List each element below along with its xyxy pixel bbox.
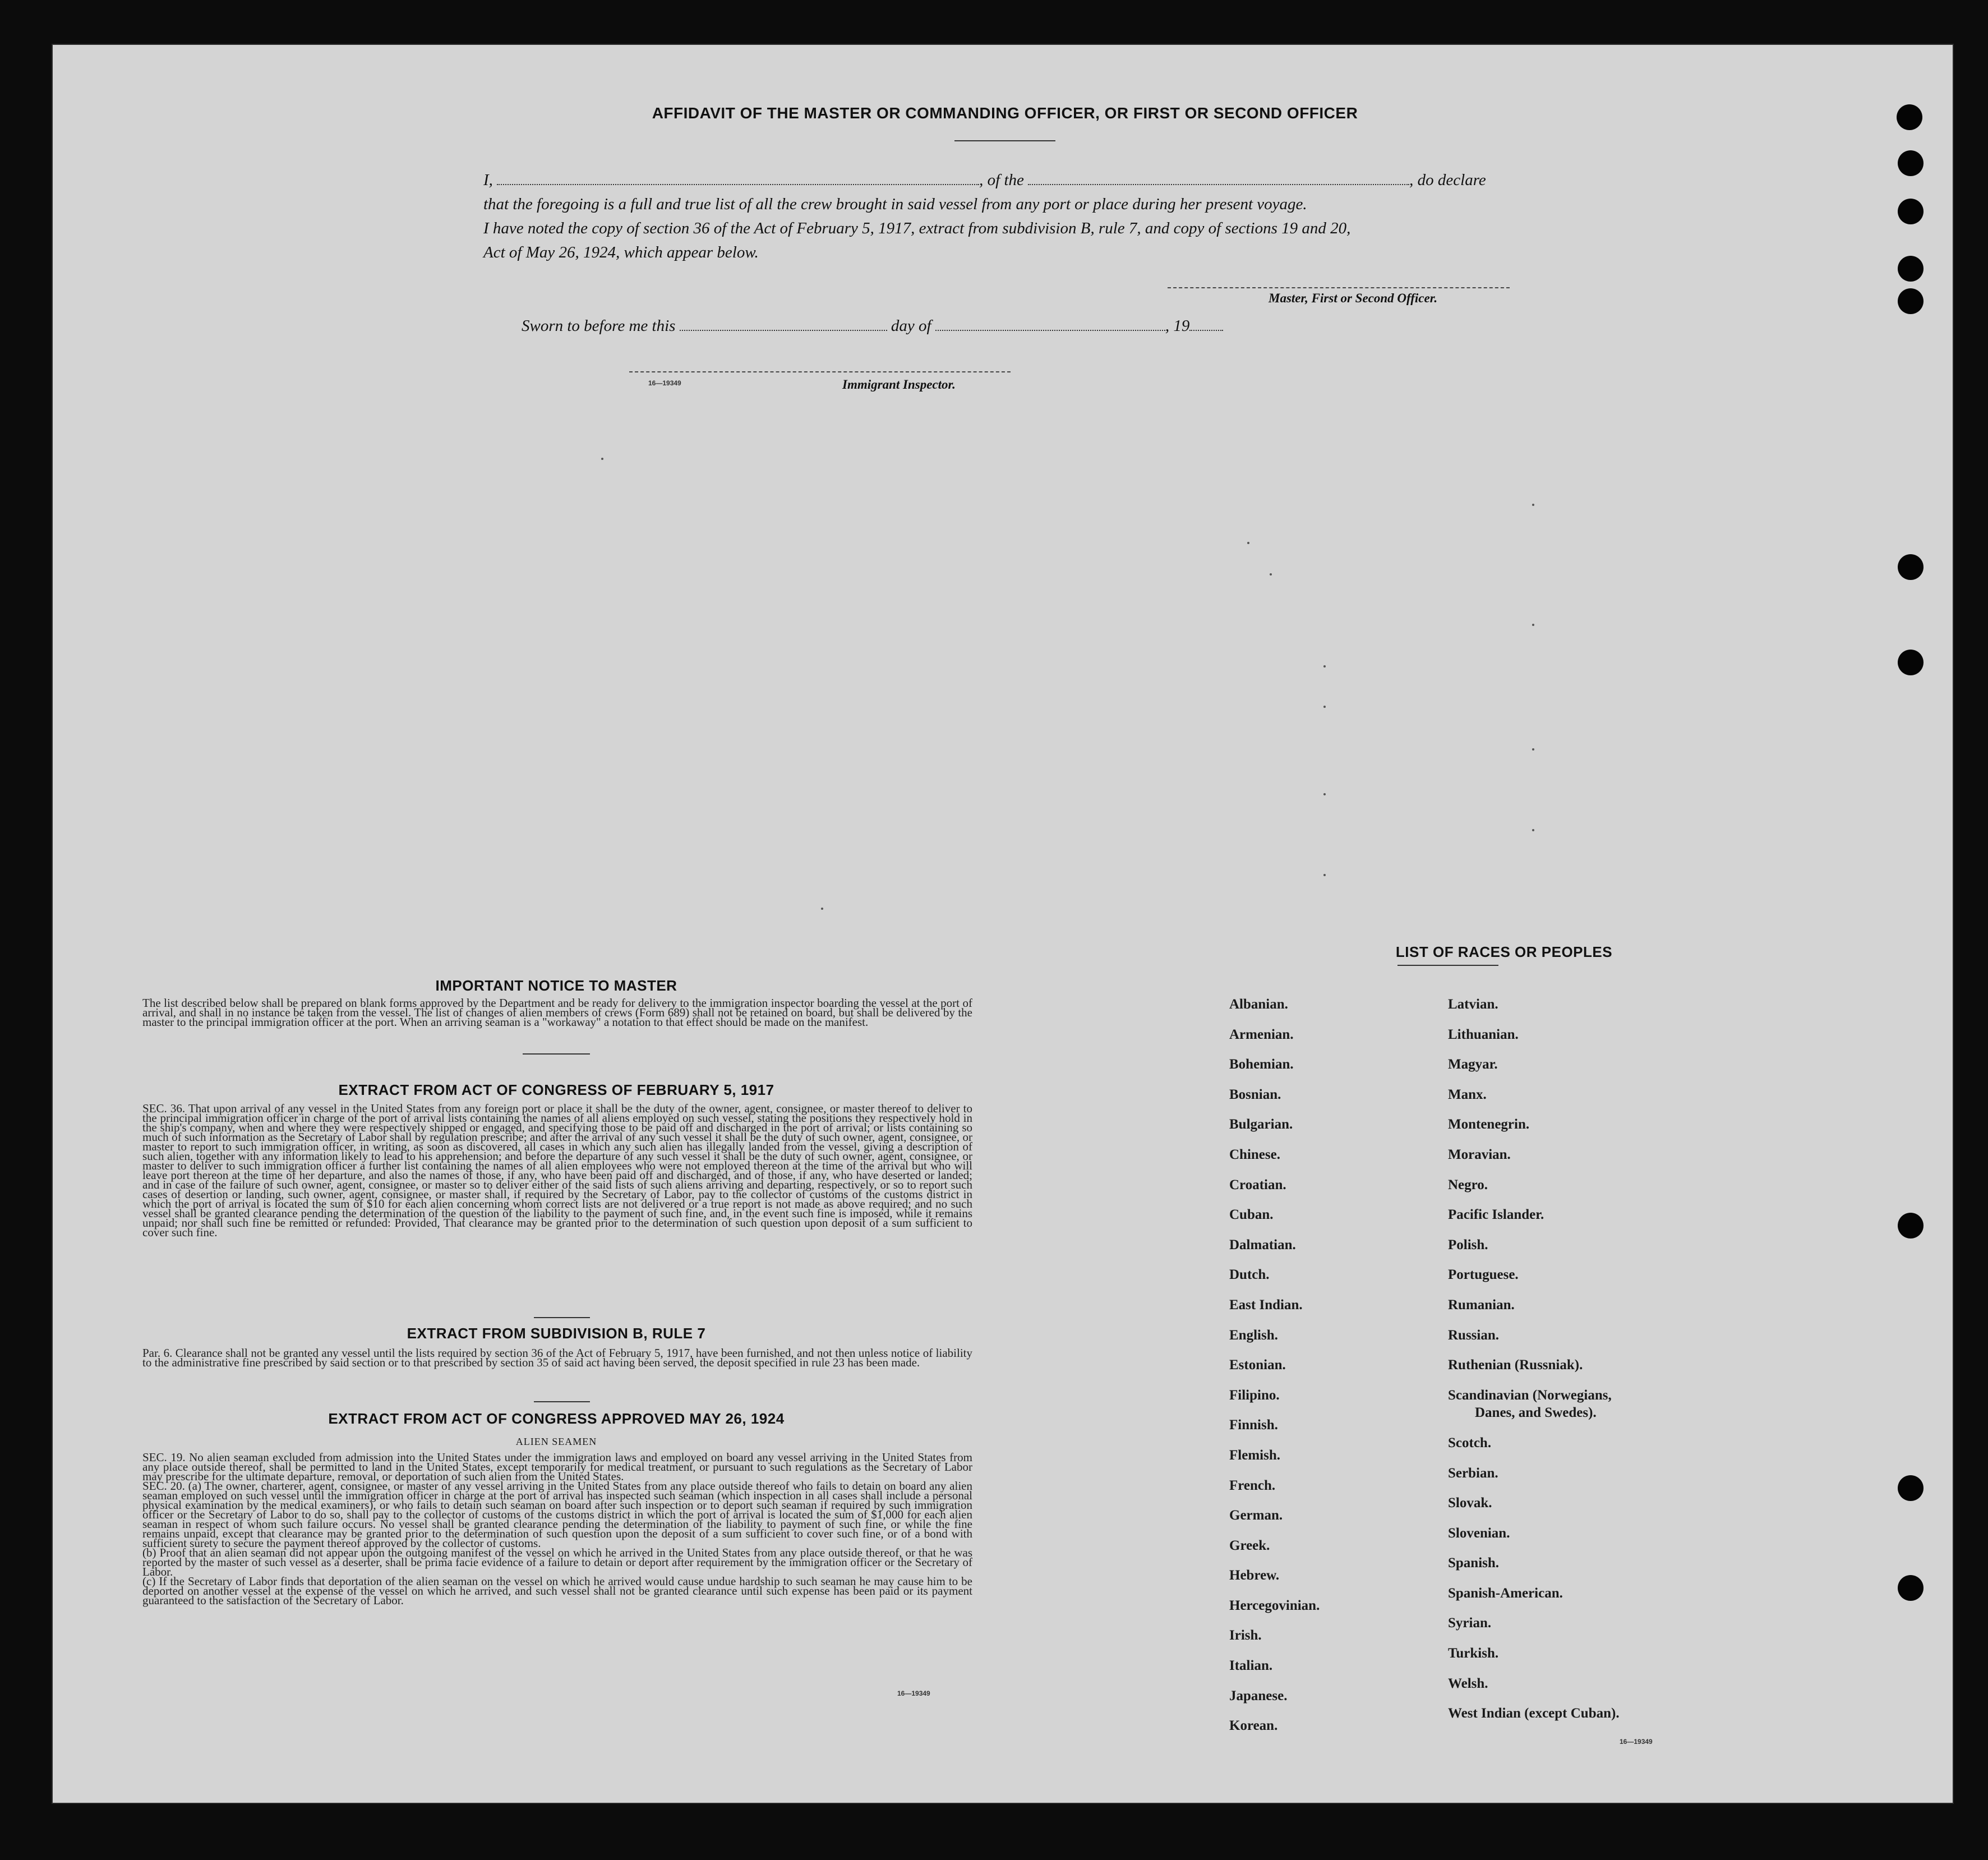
punch-hole bbox=[1898, 288, 1924, 314]
race-item: Estonian. bbox=[1229, 1357, 1286, 1373]
race-item: Manx. bbox=[1448, 1086, 1487, 1102]
punch-hole bbox=[1898, 199, 1924, 224]
race-item: Dalmatian. bbox=[1229, 1237, 1296, 1253]
race-item: Scandinavian (Norwegians, bbox=[1448, 1387, 1612, 1403]
stray-mark bbox=[1323, 706, 1326, 708]
race-item: Albanian. bbox=[1229, 997, 1288, 1012]
affidavit-line2: that the foregoing is a full and true list of all the crew brought in said vessel from any port or place during her present voyage. bbox=[483, 195, 1307, 213]
stray-mark bbox=[1532, 829, 1534, 831]
year-blank[interactable] bbox=[1189, 315, 1223, 331]
affidavit-line3: I have noted the copy of section 36 of the Act of February 5, 1917, extract from subdivision B, rule 7, and copy of sections 19 and 20, bbox=[483, 219, 1351, 237]
race-item: Negro. bbox=[1448, 1177, 1488, 1193]
extract-1917-body: SEC. 36. That upon arrival of any vessel in the United States from any foreign port or place it shall be the duty of the owner, agent, consignee, or master thereof to deliver to the principal immigration officer in charge of the port of arrival lists containing the names of all aliens employed on such vessel, stating the positions they respectively hold in the ship's company, when and where they were respectively shipped or engaged, and specifying those to be paid off and discharged in the port of arrival; or lists containing so much of such information as the Secretary of Labor shall by regulation prescribe; and after the arrival of any such vessel it shall be the duty of such owner, agent, consignee, or master to report to such immigration officer, in writing, as soon as discovered, all cases in which any such alien has illegally landed from the vessel, giving a description of such alien, together with any information likely to lead to his apprehension; and before the departure of any such vessel it shall be the duty of such owner, agent, consignee, or master to deliver to such immigration officer a further list containing the names of all alien employees who were not employed thereon at the time of the arrival but who will leave port thereon at the time of her departure, and also the names of those, if any, who have been paid off and discharged, and of those, if any, who have deserted or landed; and in case of the failure of such owner, agent, consignee, or master so to deliver either of the said lists of such aliens arriving and departing, respectively, or so to report such cases of desertion or landing, such owner, agent, consignee, or master shall, if required by the Secretary of Labor, pay to the collector of customs of the customs district in which the port of arrival is located the sum of $10 for each alien concerning whom correct lists are not delivered or a true report is not made as above required; and no such vessel shall be granted clearance pending the determination of the question of the liability to the payment of such fine, and, in the event such fine is imposed, while it remains unpaid; nor shall such fine be remitted or refunded: Provided, That clearance may be granted prior to the determination of such question upon deposit of a sum sufficient to cover such fine. bbox=[142, 1102, 972, 1239]
of-the-label: , of the bbox=[979, 171, 1024, 189]
extract-1924-body bbox=[142, 1453, 972, 1605]
form-number: 16—19349 bbox=[648, 379, 681, 387]
title-rule bbox=[954, 140, 1055, 141]
section-rule bbox=[534, 1401, 590, 1402]
section-20c: (c) If the Secretary of Labor finds that deportation of the alien seaman on the vessel on which he arrived would cause undue hardship to such seaman he may cause him to be deported on another vessel at the expense of the vessel on which he arrived, and such vessel shall not be granted clearance until such expense has been paid or its payment guaranteed to the satisfaction of the Secretary of Labor. bbox=[142, 1574, 972, 1607]
race-item: Welsh. bbox=[1448, 1675, 1488, 1691]
races-column-2 bbox=[1448, 996, 1740, 1735]
race-item: Filipino. bbox=[1229, 1387, 1280, 1403]
race-item: Bohemian. bbox=[1229, 1057, 1294, 1072]
punch-hole bbox=[1898, 150, 1924, 176]
affidavit-body bbox=[483, 168, 1594, 265]
races-title: LIST OF RACES OR PEOPLES bbox=[1395, 943, 1613, 960]
race-item: German. bbox=[1229, 1508, 1283, 1523]
race-item: Moravian. bbox=[1448, 1147, 1511, 1162]
race-item: Rumanian. bbox=[1448, 1297, 1515, 1313]
race-item: Dutch. bbox=[1229, 1267, 1270, 1283]
race-item: Portuguese. bbox=[1448, 1267, 1519, 1283]
races-title-rule bbox=[1397, 965, 1498, 966]
section-rule bbox=[523, 1053, 590, 1055]
race-item: Danes, and Swedes). bbox=[1475, 1405, 1597, 1421]
race-item: Turkish. bbox=[1448, 1646, 1499, 1661]
notice-title: IMPORTANT NOTICE TO MASTER bbox=[435, 977, 677, 994]
race-item: Lithuanian. bbox=[1448, 1026, 1519, 1042]
form-number: 16—19349 bbox=[1620, 1738, 1653, 1746]
race-item: Spanish. bbox=[1448, 1555, 1500, 1571]
name-blank[interactable] bbox=[497, 169, 979, 185]
stray-mark bbox=[821, 908, 823, 910]
race-item: Hercegovinian. bbox=[1229, 1597, 1320, 1613]
section-20b: (b) Proof that an alien seaman did not appear upon the outgoing manifest of the vessel on which he arrived in the United States from any place outside thereof, or that he was reported by the master of such vessel as a deserter, shall be prima facie evidence of a failure to detain or deport after requirement by the immigration officer or the Secretary of Labor. bbox=[142, 1546, 972, 1578]
stray-mark bbox=[1323, 665, 1326, 667]
stray-mark bbox=[1323, 874, 1326, 876]
master-signature-label: Master, First or Second Officer. bbox=[1269, 291, 1438, 305]
stray-mark bbox=[1532, 504, 1534, 506]
stray-mark bbox=[1323, 793, 1326, 795]
vessel-blank[interactable] bbox=[1028, 169, 1409, 185]
race-item: West Indian (except Cuban). bbox=[1448, 1706, 1620, 1721]
race-item: East Indian. bbox=[1229, 1297, 1303, 1313]
stray-mark bbox=[1532, 748, 1534, 751]
do-declare-label: , do declare bbox=[1409, 171, 1486, 189]
race-item: Syrian. bbox=[1448, 1615, 1492, 1631]
section-rule bbox=[534, 1317, 590, 1318]
race-item: Greek. bbox=[1229, 1537, 1270, 1553]
sworn-day-blank[interactable] bbox=[680, 315, 887, 331]
race-item: Italian. bbox=[1229, 1658, 1273, 1674]
race-item: English. bbox=[1229, 1327, 1278, 1343]
race-item: French. bbox=[1229, 1477, 1276, 1493]
affidavit-title: AFFIDAVIT OF THE MASTER OR COMMANDING OFFICER, OR FIRST OR SECOND OFFICER bbox=[652, 104, 1358, 122]
race-item: Flemish. bbox=[1229, 1447, 1280, 1463]
affidavit-line1 bbox=[483, 168, 1594, 192]
day-of-label: day of bbox=[891, 317, 931, 335]
race-item: Chinese. bbox=[1229, 1147, 1280, 1162]
race-item: Armenian. bbox=[1229, 1026, 1294, 1042]
punch-hole bbox=[1898, 1575, 1924, 1601]
section-19: SEC. 19. No alien seaman excluded from admission into the United States under the immigration laws and employed on board any vessel arriving in the United States from any place outside thereof, shall be permitted to land in the United States, except temporarily for medical treatment, or pursuant to such regulations as the Secretary of Labor may prescribe for the ultimate departure, removal, or deportation of such alien from the United States. bbox=[142, 1451, 972, 1483]
affidavit-line4: Act of May 26, 1924, which appear below. bbox=[483, 243, 759, 261]
race-item: Pacific Islander. bbox=[1448, 1207, 1544, 1223]
inspector-label: Immigrant Inspector. bbox=[842, 377, 956, 392]
sworn-month-blank[interactable] bbox=[935, 315, 1165, 331]
race-item: Korean. bbox=[1229, 1718, 1278, 1734]
notice-body: The list described below shall be prepared on blank forms approved by the Department and be ready for delivery to the immigration inspector boarding the vessel at the port of arrival, and shall in no instance be taken from the vessel. The list of changes of alien members of crews (Form 689) shall not be retained on board, but shall be delivered by the master to the principal immigration officer at the port. When an arriving seaman is a "workaway" a notation to that effect should be made on the manifest. bbox=[142, 996, 972, 1029]
race-item: Finnish. bbox=[1229, 1417, 1278, 1433]
race-item: Irish. bbox=[1229, 1628, 1262, 1643]
race-item: Croatian. bbox=[1229, 1177, 1286, 1193]
sworn-line bbox=[522, 314, 1363, 338]
race-item: Bulgarian. bbox=[1229, 1117, 1293, 1132]
race-item: Polish. bbox=[1448, 1237, 1488, 1253]
extract-1924-subtitle: ALIEN SEAMEN bbox=[515, 1436, 597, 1447]
i-label: I, bbox=[483, 171, 493, 189]
race-item: Slovak. bbox=[1448, 1495, 1492, 1511]
rule7-title: EXTRACT FROM SUBDIVISION B, RULE 7 bbox=[407, 1325, 706, 1342]
race-item: Bosnian. bbox=[1229, 1086, 1281, 1102]
race-item: Spanish-American. bbox=[1448, 1585, 1563, 1601]
form-sheet bbox=[52, 44, 1954, 1804]
extract-1917-title: EXTRACT FROM ACT OF CONGRESS OF FEBRUARY 5, 1917 bbox=[338, 1081, 774, 1098]
punch-hole bbox=[1898, 256, 1924, 282]
year-label: , 19 bbox=[1165, 317, 1190, 335]
race-item: Cuban. bbox=[1229, 1207, 1274, 1223]
sworn-label: Sworn to before me this bbox=[522, 317, 676, 335]
punch-hole bbox=[1898, 554, 1924, 580]
punch-hole bbox=[1898, 1213, 1924, 1239]
section-20a: SEC. 20. (a) The owner, charterer, agent, consignee, or master of any vessel arriving in the United States from any place outside thereof who fails to detain on board any alien seaman employed on such vessel until the immigration officer in charge at the port of arrival has inspected such seaman (which inspection in all cases shall include a personal physical examination by the medical examiners), or who fails to detain such seaman on board after such inspection or to deport such seaman if required by such immigration officer or the Secretary of Labor to do so, shall pay to the collector of customs of the customs district in which the port of arrival is located the sum of $1,000 for each alien seaman in respect of whom such failure occurs. No vessel shall be granted clearance pending the determination of the liability to payment of such fine, or while the fine remains unpaid, except that clearance may be granted prior to the determination of such question upon the deposit of a sum sufficient to cover such fine, or of a bond with sufficient surety to secure the payment thereof approved by the collector of customs. bbox=[142, 1479, 972, 1550]
stray-mark bbox=[1270, 573, 1272, 576]
race-item: Slovenian. bbox=[1448, 1525, 1510, 1541]
punch-hole bbox=[1898, 650, 1924, 675]
race-item: Russian. bbox=[1448, 1327, 1500, 1343]
race-item: Hebrew. bbox=[1229, 1568, 1280, 1583]
race-item: Serbian. bbox=[1448, 1465, 1498, 1481]
rule7-body: Par. 6. Clearance shall not be granted any vessel until the lists required by section 36 of the Act of February 5, 1917, have been furnished, and not then unless notice of liability to the administrative fine prescribed by said section or to that prescribed by section 35 of said act having been served, the deposit specified in rule 23 has been made. bbox=[142, 1346, 972, 1369]
race-item: Montenegrin. bbox=[1448, 1117, 1530, 1132]
punch-hole bbox=[1897, 104, 1922, 130]
race-item: Latvian. bbox=[1448, 997, 1498, 1012]
stray-mark bbox=[601, 458, 603, 460]
race-item: Magyar. bbox=[1448, 1057, 1498, 1072]
race-item: Ruthenian (Russniak). bbox=[1448, 1357, 1583, 1373]
extract-1924-title: EXTRACT FROM ACT OF CONGRESS APPROVED MAY 26, 1924 bbox=[328, 1410, 785, 1427]
race-item: Japanese. bbox=[1229, 1688, 1288, 1704]
stray-mark bbox=[1532, 624, 1534, 626]
punch-hole bbox=[1898, 1475, 1924, 1501]
races-column-1 bbox=[1229, 996, 1442, 1748]
form-number: 16—19349 bbox=[897, 1689, 930, 1697]
stray-mark bbox=[1247, 542, 1249, 544]
race-item: Scotch. bbox=[1448, 1435, 1492, 1451]
